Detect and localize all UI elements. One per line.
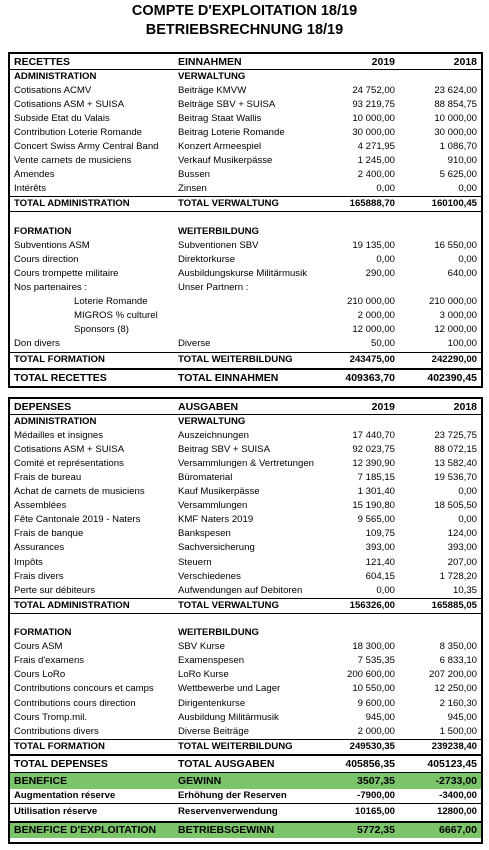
table-row — [10, 725, 481, 739]
cell-3: 12 000,00 — [434, 324, 477, 336]
cell-1: Vente carnets de musiciens — [14, 155, 132, 167]
cell-2: Sachversicherung — [178, 542, 255, 554]
cell-1: Subside Etat du Valais — [14, 112, 110, 124]
cell-3: 1 245,00 — [357, 155, 395, 167]
table-row — [10, 154, 481, 168]
cell-2: Versammlungen — [178, 500, 248, 512]
cell-1: Contributions divers — [14, 725, 99, 737]
cell-2: EINNAHMEN — [178, 56, 242, 68]
cell-4: 30 000,00 — [434, 126, 477, 138]
cell-3: -7900,00 — [357, 790, 395, 802]
cell-4: 0,00 — [458, 514, 477, 526]
cell-3: 290,00 — [365, 267, 395, 279]
cell-3: 17 440,70 — [352, 429, 395, 441]
cell-3: 2 000,00 — [357, 725, 395, 737]
section-heading — [10, 626, 481, 640]
cell-3: 3507,35 — [357, 774, 395, 787]
table-row — [10, 443, 481, 457]
cell-2: Ausbildungskurse Militärmusik — [178, 267, 308, 279]
cell-1: Contributions cours direction — [14, 697, 136, 709]
cell-2: 12 000,00 — [352, 324, 395, 336]
cell-2: SBV Kurse — [178, 641, 225, 653]
cell-2: Bankspesen — [178, 528, 231, 540]
depenses-table — [8, 397, 483, 844]
cell-1: TOTAL FORMATION — [14, 740, 105, 752]
cell-4: 242290,00 — [431, 353, 477, 365]
cell-4: 1 728,20 — [439, 570, 477, 582]
cell-3: 93 219,75 — [352, 98, 395, 110]
partner-row — [10, 309, 481, 323]
cell-1: Cours direction — [14, 253, 79, 265]
table-row — [10, 337, 481, 351]
cell-4: -3400,00 — [439, 790, 477, 802]
cell-1: Cotisations ACMV — [14, 84, 92, 96]
cell-3: 405856,35 — [345, 757, 395, 770]
header-row — [10, 400, 481, 415]
cell-1: Don divers — [14, 338, 60, 350]
cell-2: VERWALTUNG — [178, 415, 246, 427]
cell-2: Reservenverwendung — [178, 805, 278, 817]
grand-total-row — [10, 368, 481, 387]
cell-2: TOTAL WEITERBILDUNG — [178, 740, 293, 752]
cell-3: 109,75 — [365, 528, 395, 540]
cell-1: Impôts — [14, 556, 43, 568]
table-row — [10, 182, 481, 196]
cell-1: Frais d'examens — [14, 655, 85, 667]
cell-3: 4 271,95 — [357, 141, 395, 152]
cell-4: 239238,40 — [431, 740, 477, 752]
cell-2: TOTAL VERWALTUNG — [178, 599, 279, 611]
cell-2: VERWALTUNG — [178, 70, 246, 82]
cell-1: Loterie Romande — [74, 296, 148, 308]
cell-1: ADMINISTRATION — [14, 70, 97, 82]
cell-1: Assurances — [14, 542, 65, 554]
cell-1: Frais divers — [14, 570, 64, 582]
cell-4: 207,00 — [447, 556, 477, 568]
cell-1: Utilisation réserve — [14, 805, 98, 817]
cell-2: TOTAL AUSGABEN — [178, 757, 275, 770]
cell-3: 92 023,75 — [352, 443, 395, 455]
cell-4: 18 505,50 — [434, 500, 477, 512]
partners-heading — [10, 281, 481, 295]
cell-2: KMF Naters 2019 — [178, 514, 254, 526]
cell-4: 8 350,00 — [439, 641, 477, 653]
cell-3: 19 135,00 — [352, 239, 395, 251]
cell-1: Augmentation réserve — [14, 790, 116, 802]
table-row — [10, 556, 481, 570]
cell-1: Subventions ASM — [14, 239, 90, 251]
title-fr: COMPTE D'EXPLOITATION 18/19 — [131, 3, 358, 19]
table-row — [10, 513, 481, 527]
cell-1: Contribution Loterie Romande — [14, 126, 142, 138]
cell-1: Médailles et insignes — [14, 429, 104, 441]
table-row — [10, 112, 481, 126]
cell-4: 1 500,00 — [439, 725, 477, 737]
cell-3: 409363,70 — [345, 371, 395, 384]
section-heading — [10, 225, 481, 239]
table-row — [10, 98, 481, 112]
header-row — [10, 55, 481, 70]
cell-1: Contributions concours et camps — [14, 683, 154, 695]
cell-1: Sponsors (8) — [74, 324, 129, 336]
table-row — [10, 457, 481, 471]
cell-4: 405123,45 — [427, 757, 477, 770]
table-row — [10, 668, 481, 682]
cell-2: Erhöhung der Reserven — [178, 790, 287, 802]
cell-2: GEWINN — [178, 774, 222, 787]
cell-1: FORMATION — [14, 627, 72, 638]
cell-3: 15 190,80 — [352, 500, 395, 512]
cell-4: 945,00 — [447, 711, 477, 723]
table-row — [10, 239, 481, 253]
operating-profit-row — [10, 821, 481, 838]
cell-3: 12 390,90 — [352, 457, 395, 469]
cell-3: 165888,70 — [349, 198, 395, 210]
subtotal-row — [10, 598, 481, 614]
cell-3: 243475,00 — [349, 353, 395, 365]
cell-1: BENEFICE D'EXPLOITATION — [14, 823, 157, 836]
cell-4: 19 536,70 — [434, 471, 477, 483]
cell-4: 2018 — [453, 401, 477, 413]
cell-3: 2019 — [371, 56, 395, 68]
table-row — [10, 471, 481, 485]
cell-4: 910,00 — [447, 155, 477, 167]
cell-4: 88 072,15 — [434, 443, 477, 455]
cell-2: Beitrag Staat Wallis — [178, 112, 262, 124]
cell-4: 165885,05 — [431, 599, 477, 611]
cell-4: 640,00 — [447, 267, 477, 279]
cell-2: Auszeichnungen — [178, 429, 249, 441]
cell-2: Verschiedenes — [178, 570, 241, 582]
cell-2: WEITERBILDUNG — [178, 225, 260, 237]
cell-3: 156326,00 — [349, 599, 395, 611]
cell-1: Nos partenaires : — [14, 282, 88, 293]
table-row — [10, 429, 481, 443]
grand-total-row — [10, 754, 481, 774]
cell-4: 1 086,70 — [439, 141, 477, 152]
cell-4: 12800,00 — [436, 805, 477, 817]
cell-4: 2018 — [453, 56, 477, 68]
section-heading — [10, 415, 481, 429]
cell-1: Comité et représentations — [14, 457, 124, 469]
cell-4: 10 000,00 — [434, 112, 477, 124]
cell-3: 5772,35 — [357, 823, 395, 836]
cell-1: Cotisations ASM + SUISA — [14, 443, 125, 455]
cell-2: Büromaterial — [178, 471, 233, 483]
cell-3: 18 300,00 — [352, 641, 395, 653]
reserve-increase-row — [10, 789, 481, 804]
cell-3: 10 550,00 — [352, 683, 395, 695]
cell-2: AUSGABEN — [178, 401, 239, 413]
subtotal-row — [10, 196, 481, 212]
cell-2: Wettbewerbe und Lager — [178, 683, 281, 695]
cell-4: 12 250,00 — [434, 683, 477, 695]
cell-4: 10,35 — [452, 584, 477, 596]
table-row — [10, 697, 481, 711]
cell-2: Konzert Armeespiel — [178, 141, 262, 152]
cell-3: 24 752,00 — [352, 84, 395, 96]
cell-2: Beitrag Loterie Romande — [178, 126, 285, 138]
cell-4: 0,00 — [458, 486, 477, 497]
partner-row — [10, 323, 481, 337]
table-row — [10, 84, 481, 98]
cell-3: 210 000,00 — [428, 296, 477, 308]
cell-1: TOTAL ADMINISTRATION — [14, 198, 130, 210]
table-row — [10, 485, 481, 499]
cell-2: Ausbildung Militärmusik — [178, 711, 279, 723]
table-row — [10, 267, 481, 281]
table-row — [10, 168, 481, 182]
cell-1: RECETTES — [14, 56, 71, 68]
cell-1: Frais de banque — [14, 528, 84, 540]
cell-3: 10 000,00 — [352, 112, 395, 124]
cell-2: Unser Partnern : — [178, 282, 249, 293]
cell-3: 0,00 — [376, 183, 395, 195]
cell-1: Cours LoRo — [14, 669, 66, 681]
cell-1: BENEFICE — [14, 774, 68, 787]
cell-1: Intérêts — [14, 183, 46, 195]
recettes-table — [8, 52, 483, 388]
partner-row — [10, 295, 481, 309]
cell-4: 6 833,10 — [439, 655, 477, 667]
cell-2: Kauf Musikerpässe — [178, 486, 260, 497]
cell-1: Cotisations ASM + SUISA — [14, 98, 125, 110]
cell-3: 0,00 — [376, 253, 395, 265]
cell-3: 50,00 — [370, 338, 395, 350]
cell-1: Fête Cantonale 2019 - Naters — [14, 514, 141, 526]
cell-2: Bussen — [178, 169, 210, 181]
cell-3: 1 301,40 — [357, 486, 395, 497]
cell-1: FORMATION — [14, 225, 72, 237]
cell-4: -2733,00 — [435, 774, 477, 787]
cell-3: 3 000,00 — [439, 310, 477, 322]
table-row — [10, 126, 481, 140]
cell-3: 0,00 — [376, 584, 395, 596]
cell-1: Cours ASM — [14, 641, 63, 653]
cell-4: 207 200,00 — [428, 669, 477, 681]
cell-4: 6667,00 — [439, 823, 477, 836]
cell-1: TOTAL RECETTES — [14, 371, 107, 384]
cell-2: LoRo Kurse — [178, 669, 229, 681]
cell-3: 393,00 — [365, 542, 395, 554]
cell-4: 2 160,30 — [439, 697, 477, 709]
cell-3: 9 565,00 — [357, 514, 395, 526]
subtotal-row — [10, 352, 481, 367]
cell-2: Verkauf Musikerpässe — [178, 155, 273, 167]
cell-4: 393,00 — [447, 542, 477, 554]
cell-3: 7 535,35 — [357, 655, 395, 667]
cell-4: 23 624,00 — [434, 84, 477, 96]
cell-1: Concert Swiss Army Central Band — [14, 141, 159, 152]
cell-4: 100,00 — [447, 338, 477, 350]
cell-4: 13 582,40 — [434, 457, 477, 469]
cell-1: ADMINISTRATION — [14, 415, 97, 427]
cell-2: Zinsen — [178, 183, 207, 195]
cell-2: 210 000,00 — [346, 296, 395, 308]
cell-3: 2019 — [371, 401, 395, 413]
cell-2: WEITERBILDUNG — [178, 627, 260, 638]
cell-2: Examenspesen — [178, 655, 245, 667]
cell-2: Beiträge KMVW — [178, 84, 247, 96]
cell-2: TOTAL WEITERBILDUNG — [178, 353, 293, 365]
cell-3: 200 600,00 — [346, 669, 395, 681]
section-heading — [10, 70, 481, 84]
subtotal-row — [10, 739, 481, 755]
cell-2: Dirigentenkurse — [178, 697, 246, 709]
cell-1: Cours trompette militaire — [14, 267, 119, 279]
table-row — [10, 584, 481, 598]
cell-4: 16 550,00 — [434, 239, 477, 251]
table-row — [10, 253, 481, 267]
cell-2: Aufwendungen auf Debitoren — [178, 584, 303, 596]
cell-2: Subventionen SBV — [178, 239, 259, 251]
reserve-use-row — [10, 805, 481, 819]
cell-4: 23 725,75 — [434, 429, 477, 441]
cell-3: 9 600,00 — [357, 697, 395, 709]
cell-3: 2 400,00 — [357, 169, 395, 181]
cell-2: TOTAL EINNAHMEN — [178, 371, 279, 384]
cell-2: Steuern — [178, 556, 212, 568]
cell-1: MIGROS % culturel — [74, 310, 158, 322]
cell-4: 124,00 — [447, 528, 477, 540]
table-row — [10, 140, 481, 154]
cell-2: Diverse — [178, 338, 211, 350]
cell-2: BETRIEBSGEWINN — [178, 823, 275, 836]
title-de: BETRIEBSRECHNUNG 18/19 — [145, 22, 344, 38]
table-row — [10, 527, 481, 541]
cell-3: 7 185,15 — [357, 471, 395, 483]
table-row — [10, 682, 481, 696]
benefice-row — [10, 773, 481, 789]
cell-2: Direktorkurse — [178, 253, 236, 265]
cell-3: 10165,00 — [354, 805, 395, 817]
cell-4: 0,00 — [458, 253, 477, 265]
cell-1: Amendes — [14, 169, 55, 181]
cell-1: TOTAL FORMATION — [14, 353, 105, 365]
cell-4: 0,00 — [458, 183, 477, 195]
cell-1: TOTAL ADMINISTRATION — [14, 599, 130, 611]
table-row — [10, 654, 481, 668]
cell-1: Achat de carnets de musiciens — [14, 486, 145, 497]
cell-1: Frais de bureau — [14, 471, 82, 483]
table-row — [10, 640, 481, 654]
cell-2: Beiträge SBV + SUISA — [178, 98, 276, 110]
cell-1: Assemblées — [14, 500, 67, 512]
table-row — [10, 570, 481, 584]
cell-3: 604,15 — [365, 570, 395, 582]
cell-3: 945,00 — [365, 711, 395, 723]
cell-3: 121,40 — [365, 556, 395, 568]
cell-1: Perte sur débiteurs — [14, 584, 96, 596]
cell-1: Cours Tromp.mil. — [14, 711, 88, 723]
cell-4: 160100,45 — [431, 198, 477, 210]
cell-2: Beitrag SBV + SUISA — [178, 443, 270, 455]
cell-2: TOTAL VERWALTUNG — [178, 198, 279, 210]
cell-4: 402390,45 — [427, 371, 477, 384]
table-row — [10, 541, 481, 555]
cell-3: 30 000,00 — [352, 126, 395, 138]
cell-2: Diverse Beiträge — [178, 725, 249, 737]
table-row — [10, 499, 481, 513]
cell-1: DEPENSES — [14, 401, 72, 413]
cell-4: 88 854,75 — [434, 98, 477, 110]
cell-2: Versammlungen & Vertretungen — [178, 457, 314, 469]
cell-2: 2 000,00 — [357, 310, 395, 322]
cell-1: TOTAL DEPENSES — [14, 757, 108, 770]
cell-4: 5 625,00 — [439, 169, 477, 181]
table-row — [10, 711, 481, 725]
cell-3: 249530,35 — [349, 740, 395, 752]
